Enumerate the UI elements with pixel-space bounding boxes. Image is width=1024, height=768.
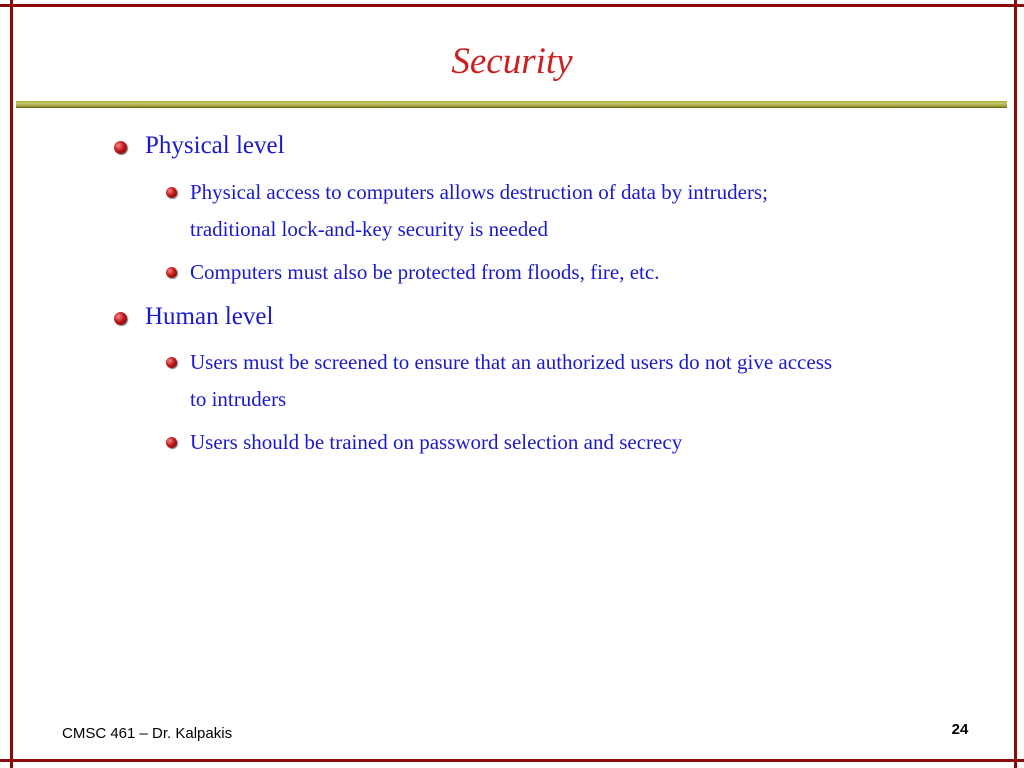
sub-bullet-physical-access-line2: traditional lock-and-key security is needed <box>190 217 549 241</box>
sub-bullet-screened-line2: to intruders <box>190 387 287 411</box>
sub-bullet-icon <box>166 267 177 278</box>
sub-bullet-password-training: Users should be trained on password selection and secrecy <box>190 430 683 454</box>
bottom-frame-line <box>0 759 1024 762</box>
right-frame-line <box>1014 0 1017 768</box>
sub-bullet-physical-access-line1: Physical access to computers allows destruction of data by intruders; <box>190 180 768 204</box>
sub-bullet-screened-line1: Users must be screened to ensure that an authorized users do not give access <box>190 350 833 374</box>
sub-bullet-icon <box>166 357 177 368</box>
bullet-icon <box>114 141 127 154</box>
title-divider <box>16 101 1007 108</box>
top-frame-line <box>0 4 1024 7</box>
bullet-human-level: Human level <box>145 303 274 330</box>
sub-bullet-floods-fire: Computers must also be protected from floods, fire, etc. <box>190 260 660 284</box>
page-number: 24 <box>951 721 969 738</box>
sub-bullet-icon <box>166 187 177 198</box>
bullet-physical-level: Physical level <box>145 132 285 159</box>
slide-title: Security <box>451 41 573 82</box>
footer-course-info: CMSC 461 – Dr. Kalpakis <box>62 725 233 742</box>
bullet-icon <box>114 312 127 325</box>
sub-bullet-icon <box>166 437 177 448</box>
left-frame-line <box>10 0 13 768</box>
